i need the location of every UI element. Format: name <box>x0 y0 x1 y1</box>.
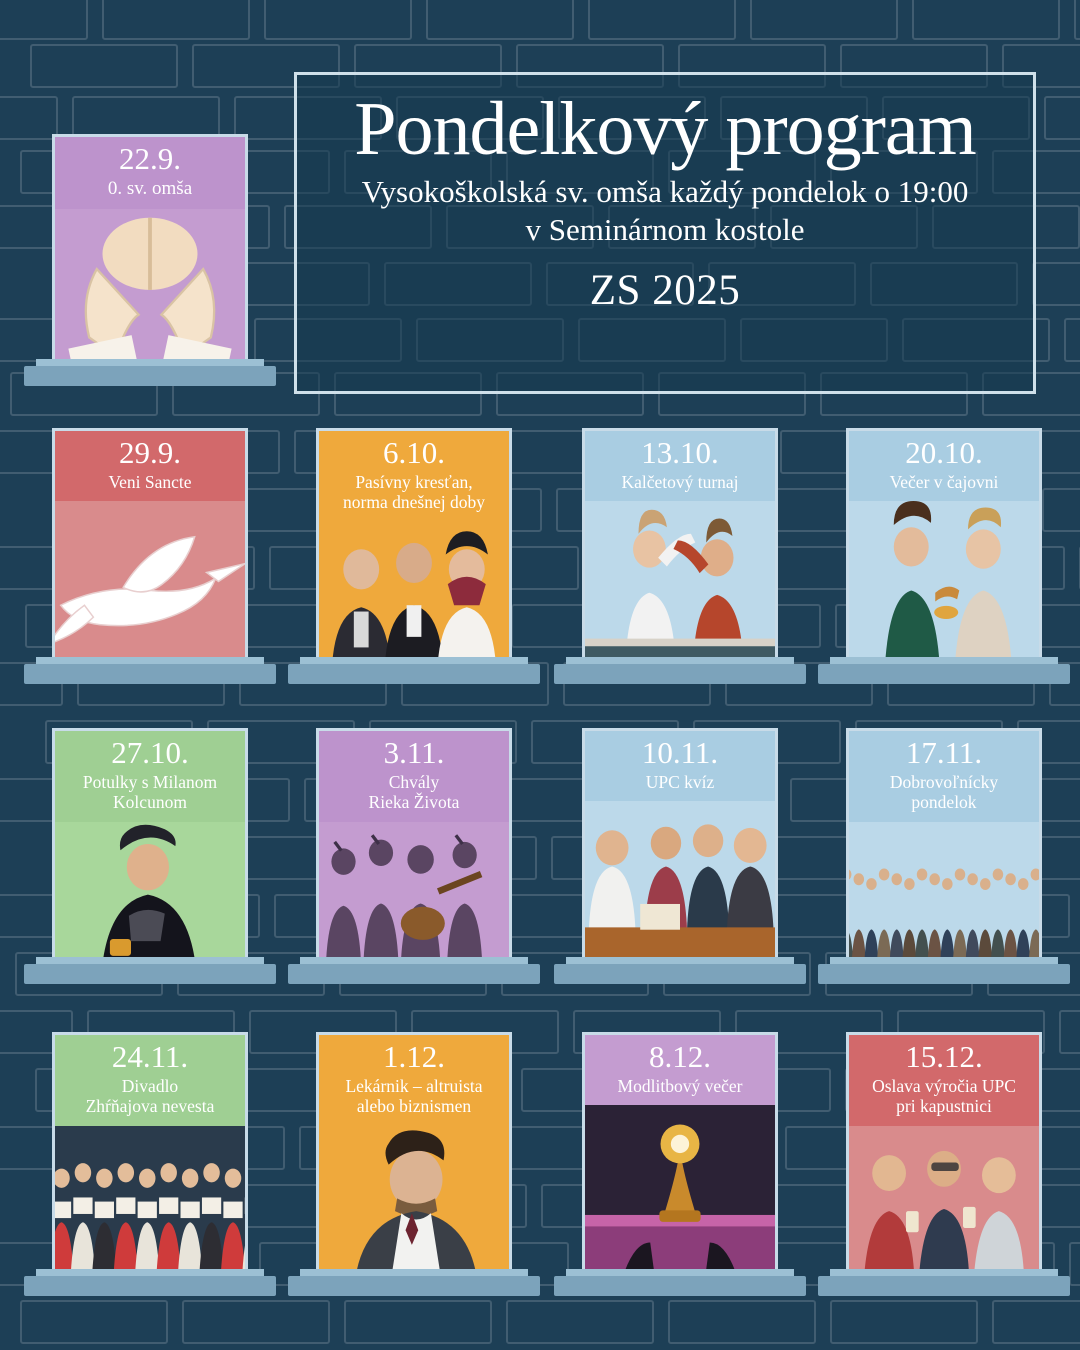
event-date: 6.10. <box>383 435 445 470</box>
event-card <box>52 428 248 668</box>
event-title: UPC kvíz <box>645 771 715 792</box>
event-caption <box>849 431 1039 501</box>
event-frame <box>316 728 512 968</box>
event-date: 22.9. <box>119 141 181 176</box>
event-date: 13.10. <box>641 435 719 470</box>
event-title: Potulky s Milanom Kolcunom <box>82 771 218 813</box>
frame-shelf <box>24 664 276 684</box>
event-caption <box>585 431 775 501</box>
event-caption <box>319 431 509 522</box>
event-date: 1.12. <box>383 1039 445 1074</box>
event-caption <box>55 1035 245 1126</box>
event-date: 20.10. <box>905 435 983 470</box>
event-title: Pasívny kresťan, norma dnešnej doby <box>343 471 485 513</box>
event-date: 27.10. <box>111 735 189 770</box>
event-caption <box>849 1035 1039 1126</box>
event-title: Oslava výročia UPC pri kapustnici <box>872 1075 1016 1117</box>
event-frame <box>582 1032 778 1280</box>
event-caption <box>585 1035 775 1105</box>
event-card <box>52 134 248 370</box>
event-card <box>582 1032 778 1280</box>
event-card <box>316 428 512 668</box>
event-card <box>582 728 778 968</box>
event-card <box>316 1032 512 1280</box>
monstrance-photo <box>585 1105 775 1277</box>
traveller-photo <box>55 822 245 965</box>
event-date: 15.12. <box>905 1039 983 1074</box>
event-date: 24.11. <box>111 1039 189 1074</box>
page-title: Pondelkový program <box>354 87 976 171</box>
event-title: Chvály Rieka Života <box>368 771 460 813</box>
event-frame <box>846 428 1042 668</box>
frame-shelf <box>24 964 276 984</box>
event-title: Divadlo Zhŕňajova nevesta <box>85 1075 215 1117</box>
frame-shelf <box>288 664 540 684</box>
event-frame <box>316 428 512 668</box>
event-card <box>582 428 778 668</box>
dove-icon <box>55 501 245 665</box>
header-panel <box>294 72 1036 394</box>
event-date: 17.11. <box>905 735 983 770</box>
group-photo <box>849 822 1039 965</box>
event-title: Modlitbový večer <box>617 1075 743 1096</box>
header-subtitle-line-2: v Seminárnom kostole <box>525 212 805 248</box>
event-frame <box>582 728 778 968</box>
frame-shelf <box>554 964 806 984</box>
foosball-players-photo <box>585 501 775 665</box>
speaker-portrait-photo <box>319 1126 509 1277</box>
event-date: 8.12. <box>649 1039 711 1074</box>
event-frame <box>52 428 248 668</box>
frame-shelf <box>288 964 540 984</box>
frame-shelf <box>554 1276 806 1296</box>
tea-pouring-photo <box>849 501 1039 665</box>
frame-shelf <box>24 1276 276 1296</box>
worship-band-photo <box>319 822 509 965</box>
event-card <box>52 1032 248 1280</box>
event-frame <box>52 1032 248 1280</box>
event-frame <box>846 728 1042 968</box>
event-title: Lekárnik – altruista alebo biznismen <box>345 1075 483 1117</box>
event-frame <box>52 134 248 370</box>
event-frame <box>846 1032 1042 1280</box>
event-card <box>846 728 1042 968</box>
event-title: Veni Sancte <box>108 471 192 492</box>
hands-bread-icon <box>55 209 245 367</box>
event-caption <box>55 431 245 501</box>
event-date: 3.11. <box>383 735 445 770</box>
folk-theatre-photo <box>55 1126 245 1277</box>
event-card <box>846 428 1042 668</box>
event-frame <box>52 728 248 968</box>
event-caption <box>55 137 245 209</box>
frame-shelf <box>818 964 1070 984</box>
frame-shelf <box>24 366 276 386</box>
event-card <box>846 1032 1042 1280</box>
frame-shelf <box>818 664 1070 684</box>
event-caption <box>319 1035 509 1126</box>
event-caption <box>585 731 775 801</box>
header-subtitle-line-1: Vysokoškolská sv. omša každý pondelok o 19:00 <box>361 173 969 209</box>
event-caption <box>319 731 509 822</box>
event-title: 0. sv. omša <box>107 177 193 199</box>
semester-label: ZS 2025 <box>589 267 741 315</box>
event-card <box>316 728 512 968</box>
event-caption <box>849 731 1039 822</box>
event-date: 29.9. <box>119 435 181 470</box>
frame-shelf <box>818 1276 1070 1296</box>
event-frame <box>316 1032 512 1280</box>
event-caption <box>55 731 245 822</box>
event-date: 10.11. <box>641 735 719 770</box>
event-frame <box>582 428 778 668</box>
event-title: Večer v čajovni <box>889 471 999 492</box>
celebration-photo <box>849 1126 1039 1277</box>
event-title: Dobrovoľnícky pondelok <box>889 771 999 813</box>
event-title: Kalčetový turnaj <box>621 471 739 492</box>
frame-shelf <box>288 1276 540 1296</box>
event-card <box>52 728 248 968</box>
frame-shelf <box>554 664 806 684</box>
three-speakers-photo <box>319 522 509 665</box>
quiz-table-photo <box>585 801 775 965</box>
